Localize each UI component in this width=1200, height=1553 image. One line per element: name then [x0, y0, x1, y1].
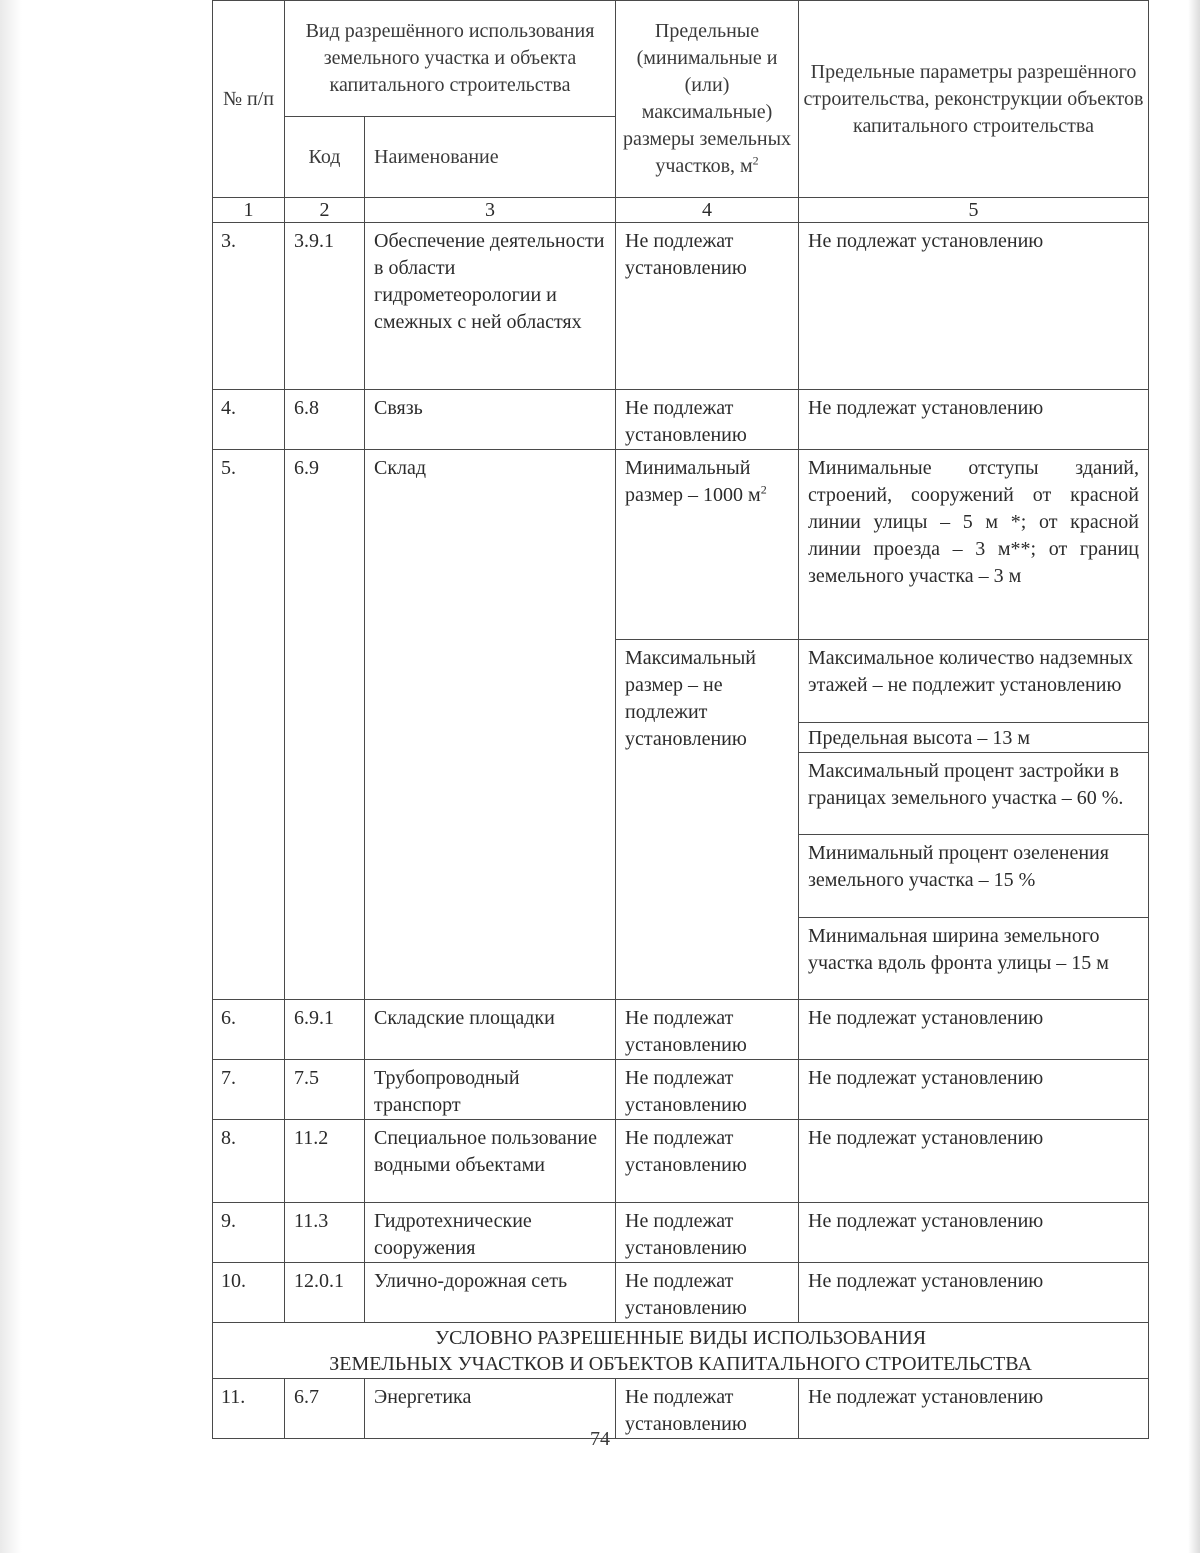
row-plot-size-max: Максимальный размер – не подлежит установлению	[616, 640, 799, 1000]
section-heading	[213, 1323, 1149, 1379]
row-code: 6.9.1	[285, 1000, 365, 1060]
header-name: Наименование	[365, 117, 616, 198]
row-plot-size: Не подлежат установлению	[616, 1379, 799, 1439]
row-code: 6.8	[285, 390, 365, 450]
row-build-params: Не подлежат установлению	[799, 1203, 1149, 1263]
table-row	[213, 223, 1149, 390]
header-number: № п/п	[213, 1, 285, 198]
row-number: 11.	[213, 1379, 285, 1439]
table-row	[213, 1060, 1149, 1120]
row-code: 11.3	[285, 1203, 365, 1263]
section-heading-line2: ЗЕМЕЛЬНЫХ УЧАСТКОВ И ОБЪЕКТОВ КАПИТАЛЬНОГО СТРОИТЕЛЬСТВА	[329, 1352, 1032, 1375]
column-numbers-row	[213, 198, 1149, 223]
row-number: 7.	[213, 1060, 285, 1120]
row-number: 6.	[213, 1000, 285, 1060]
column-number: 3	[365, 198, 616, 223]
table-row	[213, 1000, 1149, 1060]
table-row	[213, 1203, 1149, 1263]
row-number: 3.	[213, 223, 285, 390]
row-plot-size: Не подлежат установлению	[616, 1120, 799, 1203]
column-number: 5	[799, 198, 1149, 223]
header-permitted-use: Вид разрешённого использования земельного участка и объекта капитального строительства	[285, 1, 616, 117]
column-number: 2	[285, 198, 365, 223]
row-code: 6.9	[285, 450, 365, 1000]
row-build-params: Не подлежат установлению	[799, 1000, 1149, 1060]
row-plot-size: Не подлежат установлению	[616, 390, 799, 450]
header-code: Код	[285, 117, 365, 198]
row-name: Обеспечение деятельности в области гидрометеорологии и смежных с ней областях	[365, 223, 616, 390]
header-plot-size: Предельные (минимальные и (или) максимальные) размеры земельных участков, $м^2$	[616, 1, 799, 198]
page-number: 74	[590, 1428, 610, 1450]
row-build-params: Не подлежат установлению	[799, 1120, 1149, 1203]
table-row	[213, 1120, 1149, 1203]
row-build-params: Не подлежат установлению	[799, 1060, 1149, 1120]
row-build-params: Не подлежат установлению	[799, 223, 1149, 390]
row-code: 6.7	[285, 1379, 365, 1439]
row-name: Связь	[365, 390, 616, 450]
row-name: Специальное пользование водными объектами	[365, 1120, 616, 1203]
row-plot-size: Не подлежат установлению	[616, 1203, 799, 1263]
row-number: 9.	[213, 1203, 285, 1263]
land-use-table	[212, 0, 1149, 1439]
table-row	[213, 390, 1149, 450]
row-number: 10.	[213, 1263, 285, 1323]
row-min-greening: Минимальный процент озеленения земельного участка – 15 %	[799, 835, 1149, 918]
row-build-params: Не подлежат установлению	[799, 1263, 1149, 1323]
row-name: Энергетика	[365, 1379, 616, 1439]
table-row	[213, 1263, 1149, 1323]
row-number: 8.	[213, 1120, 285, 1203]
row-code: 7.5	[285, 1060, 365, 1120]
row-plot-size: Не подлежат установлению	[616, 1263, 799, 1323]
row-name: Гидротехнические сооружения	[365, 1203, 616, 1263]
scan-right-edge	[1188, 0, 1200, 1553]
row-code: 12.0.1	[285, 1263, 365, 1323]
table-row	[213, 450, 1149, 640]
row-max-floors: Максимальное количество надземных этажей – не подлежит установлению	[799, 640, 1149, 723]
section-heading-line1: УСЛОВНО РАЗРЕШЕННЫЕ ВИДЫ ИСПОЛЬЗОВАНИЯ	[434, 1326, 927, 1349]
row-number: 5.	[213, 450, 285, 1000]
row-max-height: Предельная высота – 13 м	[799, 723, 1149, 753]
scan-left-edge	[0, 0, 22, 1553]
row-number: 4.	[213, 390, 285, 450]
section-heading-row	[213, 1323, 1149, 1379]
row-build-params: Не подлежат установлению	[799, 1379, 1149, 1439]
row-plot-size-min: Минимальный размер – 1000 $м^2$	[616, 450, 799, 640]
column-number: 1	[213, 198, 285, 223]
row-plot-size: Не подлежат установлению	[616, 1000, 799, 1060]
row-code: 11.2	[285, 1120, 365, 1203]
row-max-coverage: Максимальный процент застройки в границах земельного участка – 60 %.	[799, 753, 1149, 835]
column-number: 4	[616, 198, 799, 223]
row-name: Складские площадки	[365, 1000, 616, 1060]
row-plot-size: Не подлежат установлению	[616, 223, 799, 390]
row-setbacks: Минимальные отступы зданий, строений, сооружений от красной линии улицы – 5 м *; от красной линии проезда – 3 м**; от границ земельного участка – 3 м	[799, 450, 1149, 640]
header-build-params: Предельные параметры разрешённого строительства, реконструкции объектов капитального строительства	[799, 1, 1149, 198]
row-plot-size: Не подлежат установлению	[616, 1060, 799, 1120]
row-build-params: Не подлежат установлению	[799, 390, 1149, 450]
row-name: Склад	[365, 450, 616, 1000]
row-name: Улично-дорожная сеть	[365, 1263, 616, 1323]
row-min-width: Минимальная ширина земельного участка вдоль фронта улицы – 15 м	[799, 918, 1149, 1000]
row-name: Трубопроводный транспорт	[365, 1060, 616, 1120]
row-code: 3.9.1	[285, 223, 365, 390]
